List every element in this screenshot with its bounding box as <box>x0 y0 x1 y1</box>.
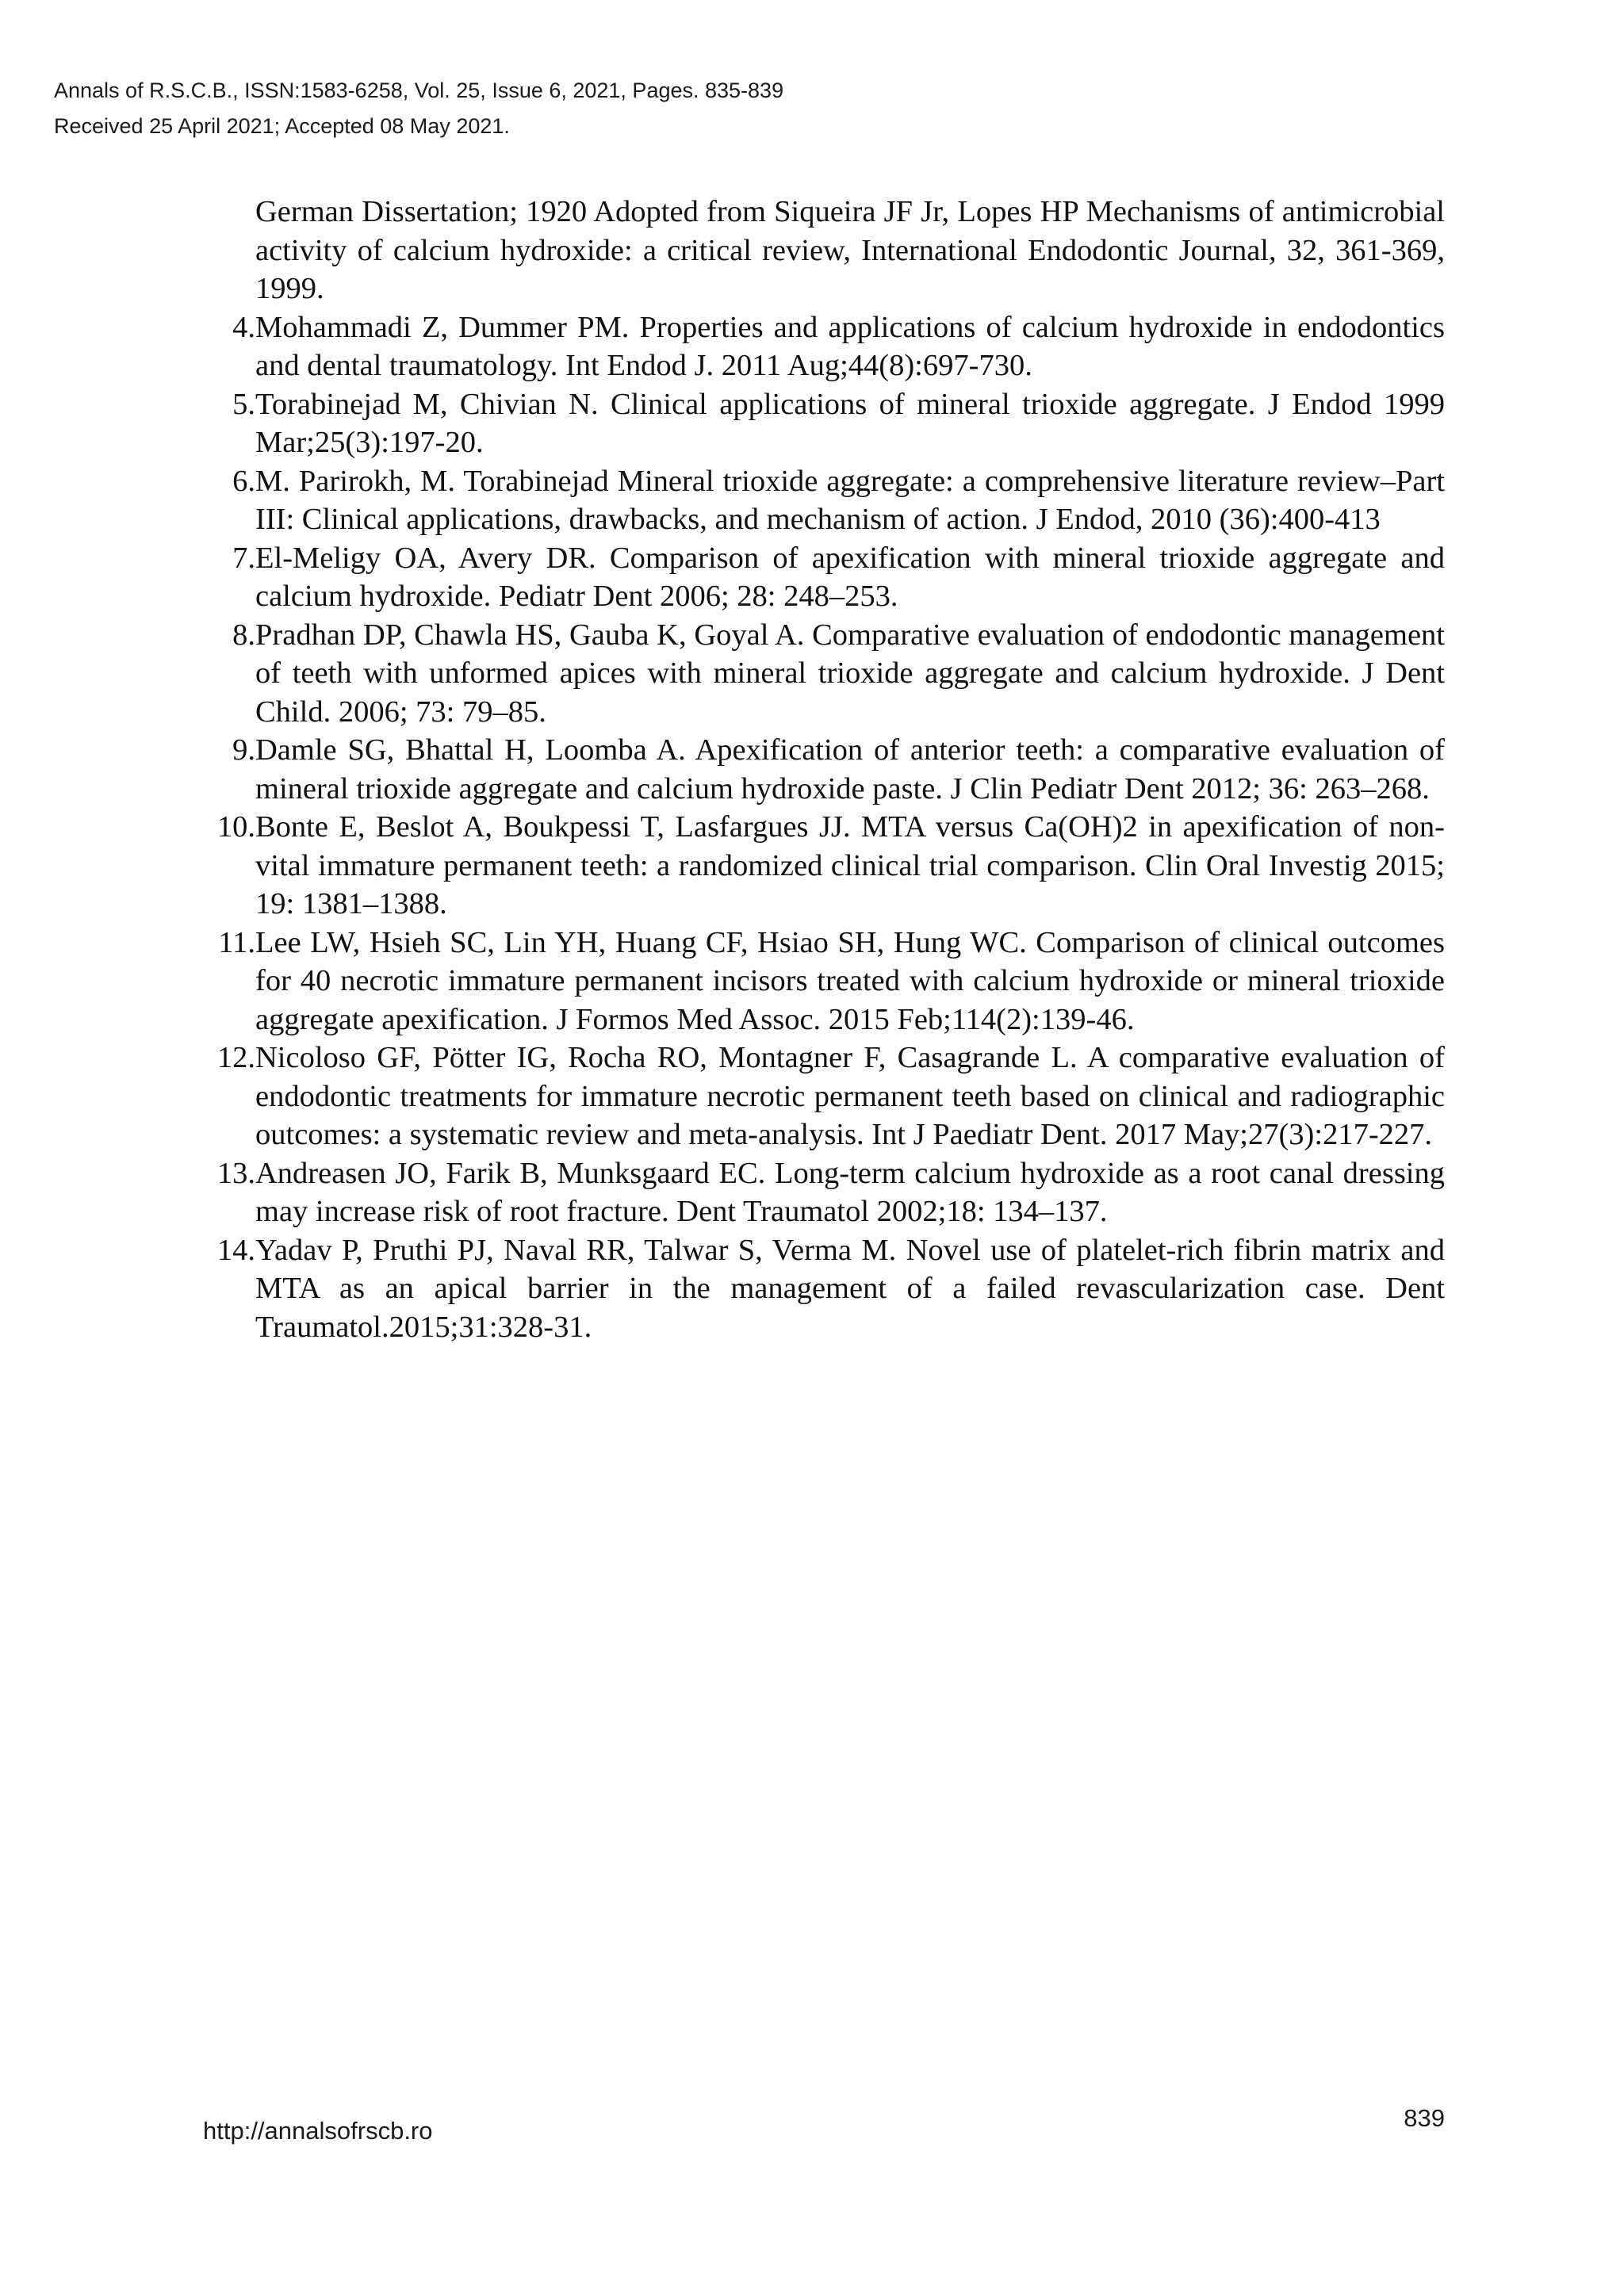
reference-number: 5. <box>232 387 255 421</box>
reference-number: 13. <box>216 1156 255 1190</box>
reference-number: 14. <box>216 1233 255 1267</box>
reference-continuation <box>205 193 1445 308</box>
reference-text: Andreasen JO, Farik B, Munksgaard EC. Long-term calcium hydroxide as a root canal dressing may increase risk of root fracture. Dent Traumatol 2002;18: 134–137. <box>255 1156 1445 1228</box>
page-number: 839 <box>1404 2104 1445 2132</box>
reference-item <box>205 1039 1445 1154</box>
reference-item <box>205 924 1445 1039</box>
reference-text: Yadav P, Pruthi PJ, Naval RR, Talwar S, Verma M. Novel use of platelet-rich fibrin matrix and MTA as an apical barrier in the management of a failed revascularization case. Dent Traumatol.2015;31:328-31. <box>255 1233 1445 1344</box>
reference-text: Mohammadi Z, Dummer PM. Properties and applications of calcium hydroxide in endodontics and dental traumatology. Int Endod J. 2011 Aug;44(8):697-730. <box>255 310 1445 382</box>
reference-text: Pradhan DP, Chawla HS, Gauba K, Goyal A. Comparative evaluation of endodontic management of teeth with unformed apices with mineral trioxide aggregate and calcium hydroxide. J Dent Child. 2006; 73: 79–85. <box>255 618 1445 729</box>
running-header <box>54 73 783 144</box>
reference-number: 4. <box>232 310 255 344</box>
reference-item <box>205 308 1445 385</box>
reference-item <box>205 731 1445 808</box>
reference-item <box>205 385 1445 462</box>
reference-item <box>205 1154 1445 1231</box>
reference-item <box>205 539 1445 616</box>
reference-text: M. Parirokh, M. Torabinejad Mineral trioxide aggregate: a comprehensive literature review–Part III: Clinical applications, drawbacks, and mechanism of action. J Endod, 2010 (36):400-413 <box>255 464 1445 536</box>
reference-number: 7. <box>232 541 255 575</box>
reference-item <box>205 1231 1445 1347</box>
reference-item <box>205 808 1445 924</box>
footer-url: http://annalsofrscb.ro <box>203 2117 433 2145</box>
reference-number: 10. <box>216 810 255 844</box>
reference-text: El-Meligy OA, Avery DR. Comparison of apexification with mineral trioxide aggregate and calcium hydroxide. Pediatr Dent 2006; 28: 248–253. <box>255 541 1445 613</box>
reference-text: Lee LW, Hsieh SC, Lin YH, Huang CF, Hsiao SH, Hung WC. Comparison of clinical outcomes for 40 necrotic immature permanent incisors treated with calcium hydroxide or mineral trioxide aggregate apexification. J Formos Med Assoc. 2015 Feb;114(2):139-46. <box>255 925 1445 1036</box>
reference-number: 11. <box>218 925 255 959</box>
reference-text: German Dissertation; 1920 Adopted from Siqueira JF Jr, Lopes HP Mechanisms of antimicrobial activity of calcium hydroxide: a critical review, International Endodontic Journal, 32, 361-369, 1999. <box>255 195 1445 305</box>
reference-number: 12. <box>216 1041 255 1074</box>
reference-number: 8. <box>232 618 255 652</box>
reference-text: Bonte E, Beslot A, Boukpessi T, Lasfargues JJ. MTA versus Ca(OH)2 in apexification of non-vital immature permanent teeth: a randomized clinical trial comparison. Clin Oral Investig 2015; 19: 1381–1388. <box>255 810 1445 920</box>
reference-text: Damle SG, Bhattal H, Loomba A. Apexification of anterior teeth: a comparative evaluation of mineral trioxide aggregate and calcium hydroxide paste. J Clin Pediatr Dent 2012; 36: 263–268. <box>255 733 1445 806</box>
received-accepted-dates: Received 25 April 2021; Accepted 08 May 2021. <box>54 114 510 138</box>
reference-number: 9. <box>232 733 255 767</box>
reference-item <box>205 462 1445 539</box>
reference-list <box>205 193 1445 1346</box>
reference-text: Torabinejad M, Chivian N. Clinical applications of mineral trioxide aggregate. J Endod 1999 Mar;25(3):197-20. <box>255 387 1445 459</box>
reference-item <box>205 616 1445 732</box>
reference-number: 6. <box>232 464 255 498</box>
reference-text: Nicoloso GF, Pötter IG, Rocha RO, Montagner F, Casagrande L. A comparative evaluation of endodontic treatments for immature necrotic permanent teeth based on clinical and radiographic outcomes: a systematic review and meta-analysis. Int J Paediatr Dent. 2017 May;27(3):217-227. <box>255 1041 1445 1151</box>
journal-info: Annals of R.S.C.B., ISSN:1583-6258, Vol. 25, Issue 6, 2021, Pages. 835-839 <box>54 78 784 102</box>
